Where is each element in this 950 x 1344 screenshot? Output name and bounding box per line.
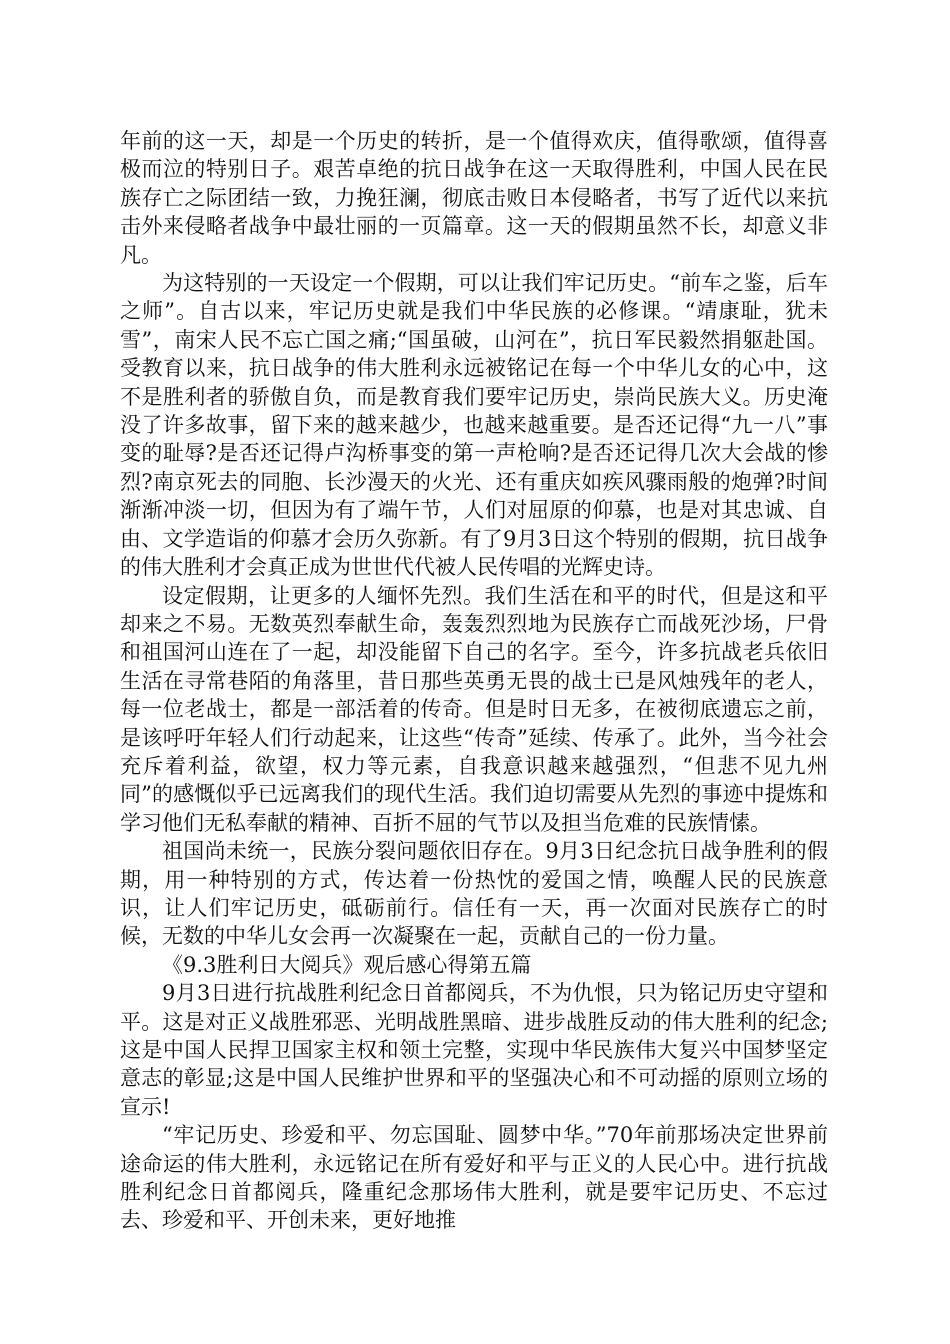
paragraph-intro: 年前的这一天，却是一个历史的转折，是一个值得欢庆，值得歌颂，值得喜极而泣的特别日子。艰苦卓绝的抗日战争在这一天取得胜利，中国人民在民族存亡之际团结一致，力挽狂澜，彻底击败日本侵略者，书写了近代以来抗击外来侵略者战争中最壮丽的一页篇章。这一天的假期虽然不长，却意义非凡。 (120, 129, 828, 267)
document-page (120, 127, 828, 1235)
paragraph-remember-history: 为这特别的一天设定一个假期，可以让我们牢记历史。“前车之鉴，后车之师”。自古以来，牢记历史就是我们中华民族的必修课。“靖康耻，犹未雪”，南宋人民不忘亡国之痛;“国虽破，山河在”，抗日军民毅然捐躯赴国。受教育以来，抗日战争的伟大胜利永远被铭记在每一个中华儿女的心中，这不是胜利者的骄傲自负，而是教育我们要牢记历史，崇尚民族大义。历史淹没了许多故事，留下来的越来越少，也越来越重要。是否还记得“九一八”事变的耻辱?是否还记得卢沟桥事变的第一声枪响?是否还记得几次大会战的惨烈?南京死去的同胞、长沙漫天的火光、还有重庆如疾风骤雨般的炮弹?时间渐渐冲淡一切，但因为有了端午节，人们对屈原的仰慕，也是对其忠诚、自由、文学造诣的仰慕才会历久弥新。有了9月3日这个特别的假期，抗日战争的伟大胜利才会真正成为世世代代被人民传唱的光辉史诗。 (120, 271, 828, 580)
paragraph-national-unity: 祖国尚未统一，民族分裂问题依旧存在。9月3日纪念抗日战争胜利的假期，用一种特别的方式，传达着一份热忱的爱国之情，唤醒人民的民族意识，让人们牢记历史，砥砺前行。信任有一天，再一次面对民族存亡的时候，无数的中华儿女会再一次凝聚在一起，贡献自己的一份力量。 (120, 839, 828, 949)
paragraph-slogan: “牢记历史、珍爱和平、勿忘国耻、圆梦中华。”70年前那场决定世界前途命运的伟大胜利，永远铭记在所有爱好和平与正义的人民心中。进行抗战胜利纪念日首都阅兵，隆重纪念那场伟大胜利，就是要牢记历史、不忘过去、珍爱和平、开创未来，更好地推 (120, 1123, 828, 1233)
section-heading-fifth: 《9.3胜利日大阅兵》观后感心得第五篇 (162, 952, 532, 977)
paragraph-parade-purpose: 9月3日进行抗战胜利纪念日首都阅兵，不为仇恨，只为铭记历史守望和平。这是对正义战胜邪恶、光明战胜黑暗、进步战胜反动的伟大胜利的纪念;这是中国人民捍卫国家主权和领土完整，实现中华民族伟大复兴中国梦坚定意志的彰显;这是中国人民维护世界和平的坚强决心和不可动摇的原则立场的宣示! (120, 981, 828, 1119)
paragraph-honor-martyrs: 设定假期，让更多的人缅怀先烈。我们生活在和平的时代，但是这和平却来之不易。无数英烈奉献生命，轰轰烈烈地为民族存亡而战死沙场，尸骨和祖国河山连在了一起，却没能留下自己的名字。至今，许多抗战老兵依旧生活在寻常巷陌的角落里，昔日那些英勇无畏的战士已是风烛残年的老人，每一位老战士，都是一部活着的传奇。但是时日无多，在被彻底遗忘之前，是该呼吁年轻人们行动起来，让这些“传奇”延续、传承了。此外，当今社会充斥着利益，欲望，权力等元素，自我意识越来越强烈，“但悲不见九州同”的感慨似乎已远离我们的现代生活。我们迫切需要从先烈的事迹中提炼和学习他们无私奉献的精神、百折不屈的气节以及担当危难的民族情愫。 (120, 583, 828, 835)
